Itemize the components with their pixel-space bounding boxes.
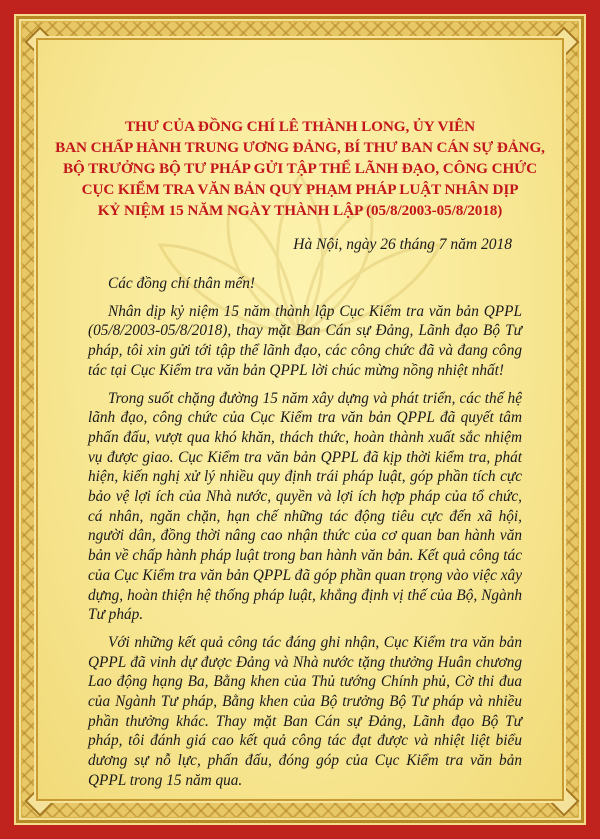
title-line: BAN CHẤP HÀNH TRUNG ƯƠNG ĐẢNG, BÍ THƯ BAN CÁN SỰ ĐẢNG, — [55, 139, 545, 156]
paragraph: Nhân dịp kỷ niệm 15 năm thành lập Cục Kiểm tra văn bản QPPL (05/8/2003-05/8/2018), thay mặt Ban Cán sự Đảng, Lãnh đạo Bộ Tư pháp, tôi xin gửi tới tập thể lãnh đạo, các công chức đã và đang công tác tại Cục Kiểm tra văn bản QPPL lời chúc mừng nồng nhiệt nhất! — [88, 302, 522, 379]
paragraph: Trong suốt chặng đường 15 năm xây dựng và phát triển, các thế hệ lãnh đạo, công chức của Cục Kiểm tra văn bản QPPL đã quyết tâm phấn đấu, vượt qua khó khăn, thách thức, hoàn thành xuất sắc nhiệm vụ được giao. Cục Kiểm tra văn bản QPPL đã kịp thời kiểm tra, phát hiện, kiến nghị xử lý nhiều quy định trái pháp luật, góp phần tích cực bảo vệ lợi ích của Nhà nước, quyền và lợi ích hợp pháp của tổ chức, cá nhân, ngăn chặn, hạn chế những tác động tiêu cực đến xã hội, người dân, đồng thời nâng cao nhận thức của cơ quan ban hành văn bản về chấp hành pháp luật trong ban hành văn bản. Kết quả công tác của Cục Kiểm tra văn bản QPPL đã góp phần quan trọng vào việc xây dựng, hoàn thiện hệ thống pháp luật, khẳng định vị thế của Bộ, Ngành Tư pháp. — [88, 389, 522, 624]
title-line: CỤC KIỂM TRA VĂN BẢN QUY PHẠM PHÁP LUẬT NHÂN DỊP — [81, 181, 519, 198]
greeting: Các đồng chí thân mến! — [108, 275, 255, 292]
title-line: THƯ CỦA ĐỒNG CHÍ LÊ THÀNH LONG, ỦY VIÊN — [124, 118, 476, 135]
letter-body — [88, 266, 522, 799]
title-line: BỘ TRƯỞNG BỘ TƯ PHÁP GỬI TẬP THỂ LÃNH ĐẠO, CÔNG CHỨC — [62, 160, 538, 177]
title-line: KỶ NIỆM 15 NĂM NGÀY THÀNH LẬP (05/8/2003-05/8/2018) — [97, 202, 503, 219]
letter-date: Hà Nội, ngày 26 tháng 7 năm 2018 — [293, 236, 512, 253]
letter-title — [50, 116, 550, 221]
paragraph: Với những kết quả công tác đáng ghi nhận, Cục Kiểm tra văn bản QPPL đã vinh dự được Đảng và Nhà nước tặng thưởng Huân chương Lao động hạng Ba, Bằng khen của Thủ tướng Chính phủ, Cờ thi đua của Ngành Tư pháp, Bằng khen của Bộ trưởng Bộ Tư pháp và nhiều phần thưởng khác. Thay mặt Ban Cán sự Đảng, Lãnh đạo Bộ Tư pháp, tôi đánh giá cao kết quả công tác đạt được và nhiệt liệt biểu dương sự nỗ lực, phấn đấu, đóng góp của Cục Kiểm tra văn bản QPPL trong 15 năm qua. — [88, 633, 522, 789]
